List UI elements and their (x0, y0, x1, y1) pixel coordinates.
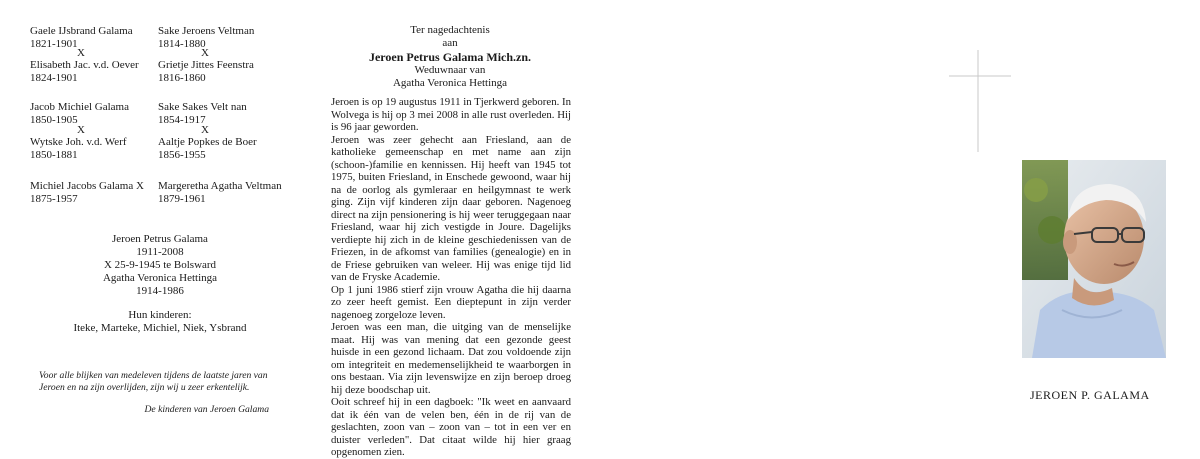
ancestor-name: Grietje Jittes Feenstra (158, 59, 254, 71)
ancestor-name: Gaele IJsbrand Galama (30, 25, 133, 37)
ancestor-years: 1856-1955 (158, 149, 206, 161)
children-list: Iteke, Marteke, Michiel, Niek, Ysbrand (73, 322, 247, 334)
ancestor-name: Sake Sakes Velt nan (158, 101, 247, 113)
bio-paragraph: Ooit schreef hij in een dagboek: "Ik weet en aanvaard dat ik één van de velen ben, één in de rij van de geslachten, zoon van – zoon van – tot in een ver en duister verleden". Dat citaat wilde hij hier graag opgenomen zien. (331, 396, 571, 458)
ancestor-grietje (158, 59, 254, 85)
ancestor-years: 1816-1860 (158, 72, 206, 84)
portrait-caption: JEROEN P. GALAMA (1030, 388, 1150, 402)
thanks-signature: De kinderen van Jeroen Galama (144, 404, 269, 415)
spouse-years: 1914-1986 (136, 285, 184, 297)
biography (331, 96, 571, 459)
bio-paragraph: Op 1 juni 1986 stierf zijn vrouw Agatha die hij daarna zo zeer heeft gemist. Een dieptepunt in zijn verder nagenoeg zorgeloze leven. (331, 283, 571, 321)
ancestor-years: 1824-1901 (30, 72, 78, 84)
memorial-header (320, 24, 580, 90)
ancestor-name: Wytske Joh. v.d. Werf (30, 136, 127, 148)
ancestor-michiel (30, 180, 133, 206)
parents-block (60, 233, 260, 335)
ancestor-margeretha (158, 180, 282, 206)
ancestor-name: Margeretha Agatha Veltman (158, 180, 282, 192)
portrait-illustration (1022, 160, 1166, 358)
marriage-date: X 25-9-1945 te Bolsward (103, 259, 217, 271)
ancestor-years: 1850-1905 (30, 114, 78, 126)
ancestor-name: Elisabeth Jac. v.d. Oever (30, 59, 139, 71)
ancestor-name: Sake Jeroens Veltman (158, 25, 255, 37)
marriage-mark: X (201, 47, 209, 59)
ancestor-years: 1879-1961 (158, 193, 206, 205)
ancestor-years: 1821-1901 (30, 38, 78, 50)
bio-paragraph: Jeroen was een man, die uitging van de menselijke maat. Hij was van mening dat een gezonde geest huisde in een gezond lichaam. Dat zou voldoende zijn om integriteit en medemenselijkheid te waarborgen in ons bestaan. Via zijn levenswijze en zijn beroep droeg hij deze boodschap uit. (331, 321, 571, 396)
header-intro: Ter nagedachtenis (410, 24, 490, 36)
marriage-mark: X (77, 124, 85, 136)
children-label: Hun kinderen: (128, 309, 192, 321)
cross-icon (945, 48, 1015, 154)
ancestor-years: 1814-1880 (158, 38, 206, 50)
header-role: Weduwnaar van (414, 64, 486, 76)
ancestor-wytske (30, 136, 127, 162)
marriage-mark: X (201, 124, 209, 136)
deceased-name: Jeroen Petrus Galama (112, 233, 208, 245)
header-name: Jeroen Petrus Galama Mich.zn. (368, 50, 532, 64)
thanks-line-1: Voor alle blijken van medeleven tijdens de laatste jaren van (39, 370, 268, 381)
thanks-note (39, 370, 269, 416)
header-spouse: Agatha Veronica Hettinga (392, 77, 508, 89)
spouse-name: Agatha Veronica Hettinga (102, 272, 218, 284)
ancestor-elisabeth (30, 59, 139, 85)
header-aan: aan (442, 37, 458, 49)
marriage-mark: X (136, 180, 144, 192)
ancestor-years: 1875-1957 (30, 193, 78, 205)
ancestor-name: Aaltje Popkes de Boer (158, 136, 257, 148)
ancestor-years: 1850-1881 (30, 149, 78, 161)
marriage-mark: X (77, 47, 85, 59)
ancestor-name: Michiel Jacobs Galama (30, 180, 134, 192)
ancestor-years: 1854-1917 (158, 114, 206, 126)
bio-paragraph: Jeroen is op 19 augustus 1911 in Tjerkwerd geboren. In Wolvega is hij op 3 mei 2008 in alle rust overleden. Hij is 96 jaar geworden. (331, 96, 571, 133)
thanks-line-2: Jeroen en na zijn overlijden, zijn wij u zeer erkentelijk. (39, 382, 250, 393)
ancestor-aaltje (158, 136, 257, 162)
portrait-photo (1022, 160, 1166, 358)
bio-paragraph: Jeroen was zeer gehecht aan Friesland, aan de katholieke gemeenschap en met name aan zijn (schoon-)familie en kennissen. Hij heeft van 1945 tot 1975, buiten Friesland, in Enschede gewoond, waar hij na de oorlog als gymleraar en heilgymnast te werk ging. Zijn vijf kinderen zijn daar geboren. Nagenoeg direct na zijn pensionering is hij weer teruggegaan naar Friesland, waar hij zich vestigde in Joure. Dagelijks verdiepte hij zich in de kleine geschiedenissen van de Friezen, in de afkomst van families (genealogie) en in de Friese gebruiken van weleer. Hij was enige tijd lid van de Fryske Academie. (331, 133, 571, 283)
ancestor-name: Jacob Michiel Galama (30, 101, 129, 113)
deceased-years: 1911-2008 (136, 246, 184, 258)
